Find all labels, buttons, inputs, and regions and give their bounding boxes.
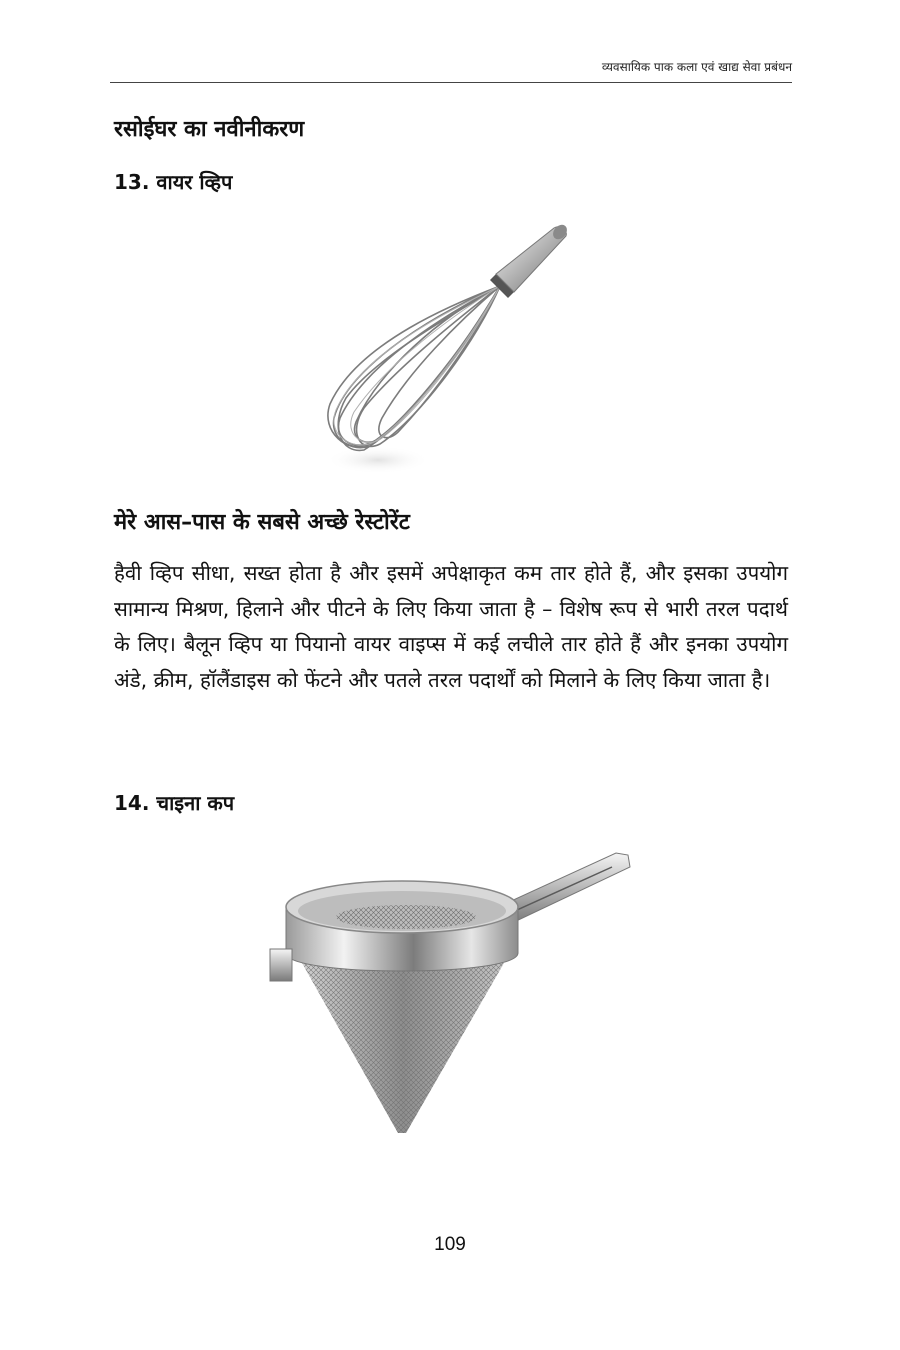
- page-number: 109: [434, 1234, 466, 1255]
- body-paragraph: हैवी व्हिप सीधा, सख्त होता है और इसमें अपेक्षाकृत कम तार होते हैं, और इसका उपयोग सामान्य मिश्रण, हिलाने और पीटने के लिए किया जाता है – विशेष रूप से भारी तरल पदार्थ के लिए। बैलून व्हिप या पियानो वायर वाइप्स में कई लचीले तार होते हैं और इनका उपयोग अंडे, क्रीम, हॉलैंडाइस को फेंटने और पतले तरल पदार्थों को मिलाने के लिए किया जाता है।: [114, 561, 788, 692]
- china-cap-strainer-icon: [266, 845, 636, 1135]
- subsection-heading: मेरे आस–पास के सबसे अच्छे रेस्टोरेंट: [114, 510, 410, 535]
- header-rule: [110, 82, 792, 83]
- item-13-title: 13. वायर व्हिप: [114, 170, 233, 194]
- china-cap-image: [266, 845, 636, 1135]
- section-heading: रसोईघर का नवीनीकरण: [114, 117, 305, 142]
- wire-whisk-icon: [318, 222, 572, 486]
- item-14-title: 14. चाइना कप: [114, 791, 235, 815]
- wire-whisk-image: [318, 222, 572, 486]
- running-header: व्यवसायिक पाक कला एवं खाद्य सेवा प्रबंधन: [601, 60, 792, 74]
